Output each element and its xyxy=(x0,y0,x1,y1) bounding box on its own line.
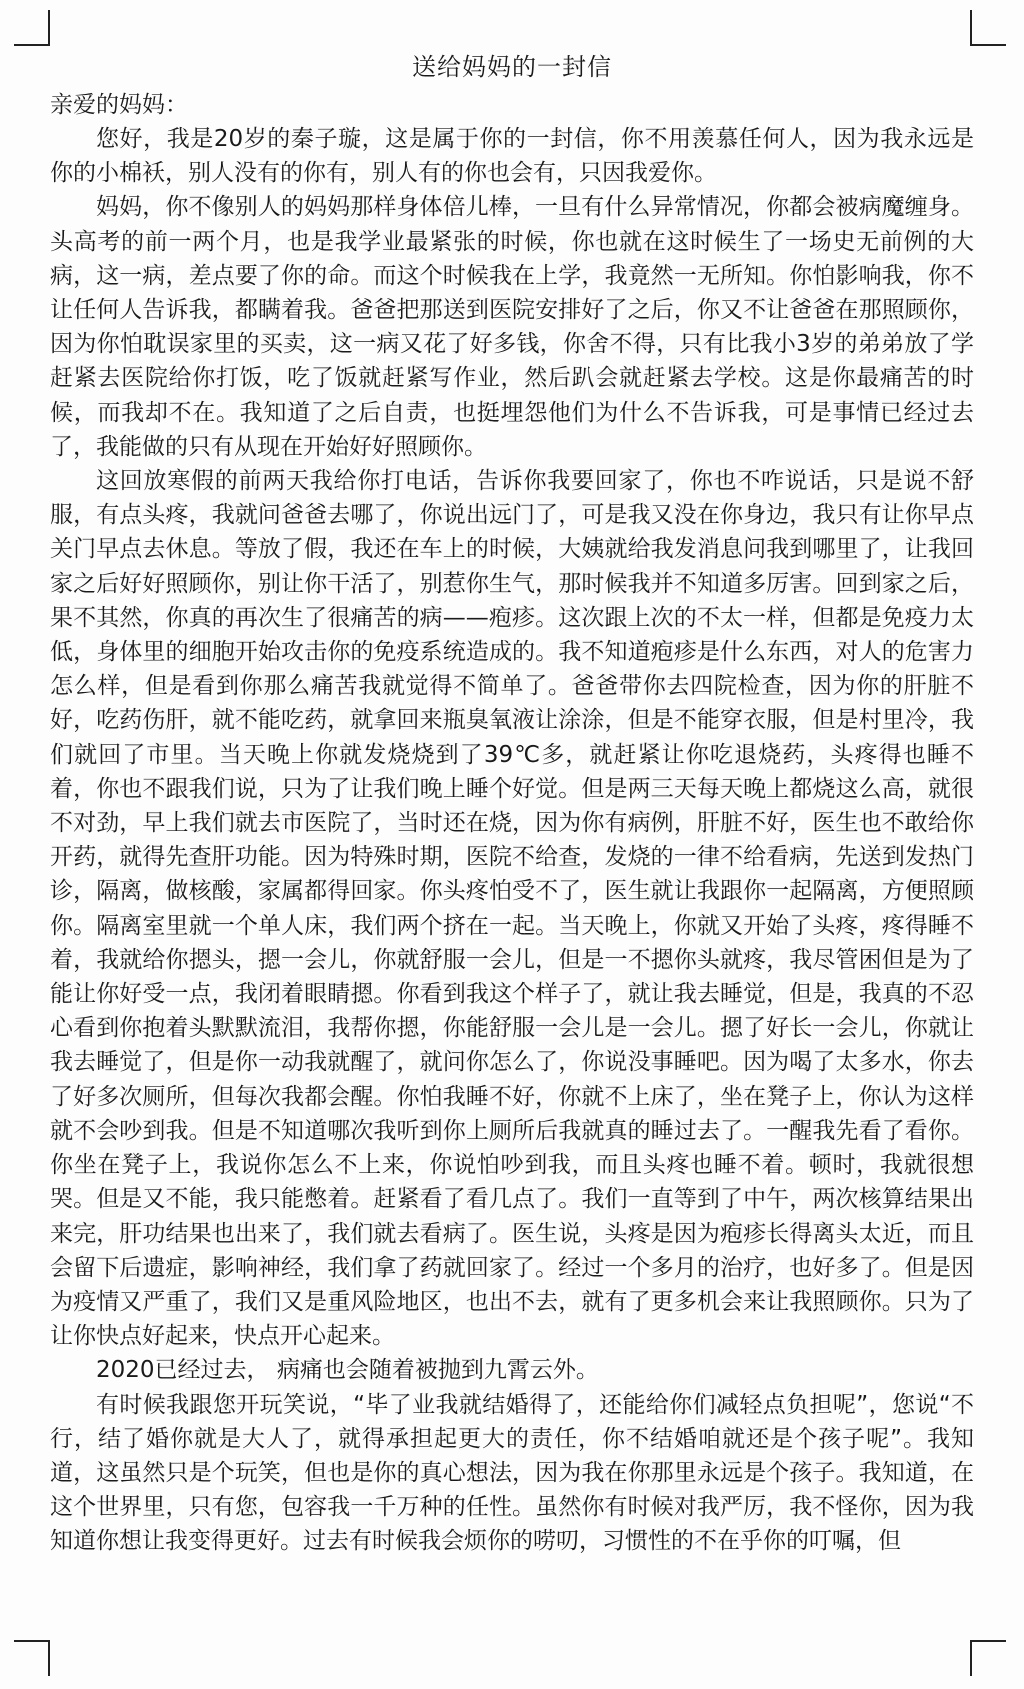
crop-mark-bottom-left xyxy=(14,1640,50,1676)
crop-mark-top-right xyxy=(970,10,1006,46)
letter-paragraph-1: 您好，我是20岁的秦子璇，这是属于你的一封信，你不用羡慕任何人，因为我永远是你的小棉袄，别人没有的你有，别人有的你也会有，只因我爱你。 xyxy=(50,126,974,187)
crop-mark-bottom-right xyxy=(970,1640,1006,1676)
letter-paragraph-5: 有时候我跟您开玩笑说，“毕了业我就结婚得了，还能给你们减轻点负担呢”，您说“不行，结了婚你就是大人了，就得承担起更大的责任，你不结婚咱就还是个孩子呢”。我知道，这虽然只是个玩笑，但也是你的真心想法，因为我在你那里永远是个孩子。我知道，在这个世界里，只有您，包容我一千万种的任性。虽然你有时候对我严厉，我不怪你，因为我知道你想让我变得更好。过去有时候我会烦你的唠叨，习惯性的不在乎你的叮嘱，但 xyxy=(50,1391,974,1555)
letter-body xyxy=(50,122,974,1559)
letter-title: 送给妈妈的一封信 xyxy=(412,53,612,81)
letter-paragraph-3: 这回放寒假的前两天我给你打电话，告诉你我要回家了，你也不咋说话，只是说不舒服，有点头疼，我就问爸爸去哪了，你说出远门了，可是我又没在你身边，我只有让你早点关门早点去休息。等放了假，我还在车上的时候，大姨就给我发消息问我到哪里了，让我回家之后好好照顾你，别让你干活了，别惹你生气，那时候我并不知道多厉害。回到家之后，果不其然，你真的再次生了很痛苦的病——疱疹。这次跟上次的不太一样，但都是免疫力太低，身体里的细胞开始攻击你的免疫系统造成的。我不知道疱疹是什么东西，对人的危害力怎么样，但是看到你那么痛苦我就觉得不简单了。爸爸带你去四院检查，因为你的肝脏不好，吃药伤肝，就不能吃药，就拿回来瓶臭氧液让涂涂，但是不能穿衣服，但是村里冷，我们就回了市里。当天晚上你就发烧烧到了39℃多，就赶紧让你吃退烧药，头疼得也睡不着，你也不跟我们说，只为了让我们晚上睡个好觉。但是两三天每天晚上都烧这么高，就很不对劲，早上我们就去市医院了，当时还在烧，因为你有病例，肝脏不好，医生也不敢给你开药，就得先查肝功能。因为特殊时期，医院不给查，发烧的一律不给看病，先送到发热门诊，隔离，做核酸，家属都得回家。你头疼怕受不了，医生就让我跟你一起隔离，方便照顾你。隔离室里就一个单人床，我们两个挤在一起。当天晚上，你就又开始了头疼，疼得睡不着，我就给你摁头，摁一会儿，你就舒服一会儿，但是一不摁你头就疼，我尽管困但是为了能让你好受一点，我闭着眼睛摁。你看到我这个样子了，就让我去睡觉，但是，我真的不忍心看到你抱着头默默流泪，我帮你摁，你能舒服一会儿是一会儿。摁了好长一会儿，你就让我去睡觉了，但是你一动我就醒了，就问你怎么了，你说没事睡吧。因为喝了太多水，你去了好多次厕所，但每次我都会醒。你怕我睡不好，你就不上床了，坐在凳子上，你认为这样就不会吵到我。但是不知道哪次我听到你上厕所后我就真的睡过去了。一醒我先看了看你。你坐在凳子上，我说你怎么不上来，你说怕吵到我，而且头疼也睡不着。顿时，我就很想哭。但是又不能，我只能憋着。赶紧看了看几点了。我们一直等到了中午，两次核算结果出来完，肝功结果也出来了，我们就去看病了。医生说，头疼是因为疱疹长得离头太近，而且会留下后遗症，影响神经，我们拿了药就回家了。经过一个多月的治疗，也好多了。但是因为疫情又严重了，我们又是重风险地区，也出不去，就有了更多机会来让我照顾你。只为了让你快点好起来，快点开心起来。 xyxy=(50,468,974,1350)
crop-mark-top-left xyxy=(14,10,50,46)
letter-paragraph-4: 2020已经过去， 病痛也会随着被抛到九霄云外。 xyxy=(96,1357,599,1384)
letter-paragraph-2: 妈妈，你不像别人的妈妈那样身体倍儿棒，一旦有什么异常情况，你都会被病魔缠身。头高考的前一两个月，也是我学业最紧张的时候，你也就在这时候生了一场史无前例的大病，这一病，差点要了你的命。而这个时候我在上学，我竟然一无所知。你怕影响我，你不让任何人告诉我，都瞒着我。爸爸把那送到医院安排好了之后，你又不让爸爸在那照顾你，因为你怕耽误家里的买卖，这一病又花了好多钱，你舍不得，只有比我小3岁的弟弟放了学赶紧去医院给你打饭，吃了饭就赶紧写作业，然后趴会就赶紧去学校。这是你最痛苦的时候，而我却不在。我知道了之后自责，也挺埋怨他们为什么不告诉我，可是事情已经过去了，我能做的只有从现在开始好好照顾你。 xyxy=(50,194,974,460)
letter-salutation: 亲爱的妈妈： xyxy=(50,92,188,118)
